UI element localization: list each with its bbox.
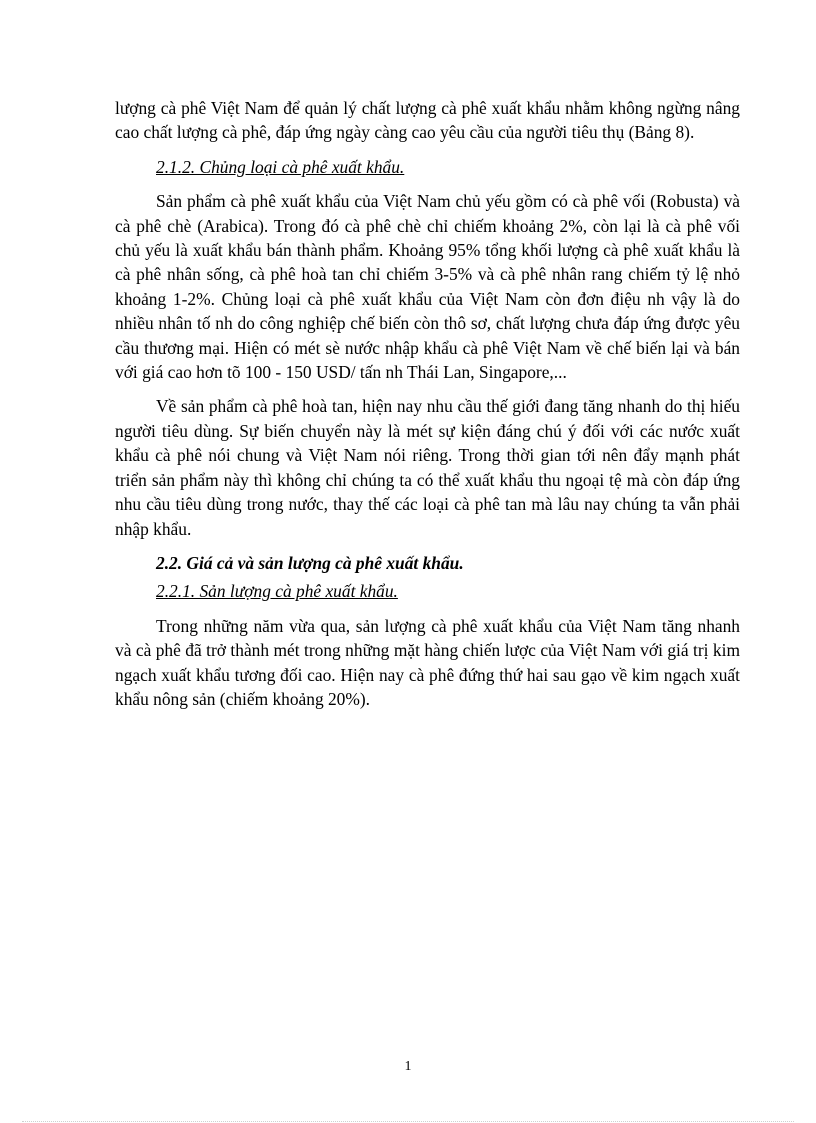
paragraph-coffee-types: Sản phẩm cà phê xuất khẩu của Việt Nam chủ yếu gồm có cà phê vối (Robusta) và cà phê chè (Arabica). Trong đó cà phê chè chỉ chiếm khoảng 2%, còn lại là cà phê vối chủ yếu là xuất khẩu bán thành phẩm. Khoảng 95% tổng khối lượng cà phê xuất khẩu là cà phê nhân sống, cà phê hoà tan chỉ chiếm 3-5% và cà phê nhân rang chiếm tỷ lệ nhỏ khoảng 1-2%. Chủng loại cà phê xuất khẩu của Việt Nam còn đơn điệu nh vậy là do nhiều nhân tố nh do công nghiệp chế biến còn thô sơ, chất lượng chưa đáp ứng được yêu cầu thương mại. Hiện có mét sè nước nhập khẩu cà phê Việt Nam về chế biến lại và bán với giá cao hơn tõ 100 - 150 USD/ tấn nh Thái Lan, Singapore,... bbox=[115, 191, 740, 383]
section-heading-2-2: 2.2. Giá cả và sản lượng cà phê xuất khẩu. bbox=[156, 552, 464, 573]
page-number: 1 bbox=[404, 1059, 412, 1074]
document-body bbox=[115, 96, 740, 711]
paragraph-continuation: lượng cà phê Việt Nam để quản lý chất lượng cà phê xuất khẩu nhằm không ngừng nâng cao chất lượng cà phê, đáp ứng ngày càng cao yêu cầu của người tiêu thụ (Bảng 8). bbox=[115, 98, 740, 143]
paragraph-instant-coffee: Về sản phẩm cà phê hoà tan, hiện nay nhu cầu thế giới đang tăng nhanh do thị hiếu người tiêu dùng. Sự biến chuyển này là mét sự kiện đáng chú ý đối với các nước xuất khẩu cà phê nói chung và Việt Nam nói riêng. Trong thời gian tới nên đẩy mạnh phát triển sản phẩm này thì không chỉ chúng ta có thể xuất khẩu thu ngoại tệ mà còn đáp ứng nhu cầu tiêu dùng trong nước, thay thế các loại cà phê tan mà lâu nay chúng ta vẫn phải nhập khẩu. bbox=[115, 396, 740, 539]
section-heading-2-2-1: 2.2.1. Sản lượng cà phê xuất khẩu. bbox=[156, 581, 398, 602]
page-bottom-divider bbox=[22, 1121, 794, 1122]
paragraph-export-volume: Trong những năm vừa qua, sản lượng cà phê xuất khẩu của Việt Nam tăng nhanh và cà phê đã trở thành mét trong những mặt hàng chiến lược của Việt Nam với giá trị kim ngạch xuất khẩu tương đối cao. Hiện nay cà phê đứng thứ hai sau gạo về kim ngạch xuất khẩu nông sản (chiếm khoảng 20%). bbox=[115, 615, 740, 709]
section-heading-2-1-2: 2.1.2. Chủng loại cà phê xuất khẩu. bbox=[156, 156, 405, 177]
